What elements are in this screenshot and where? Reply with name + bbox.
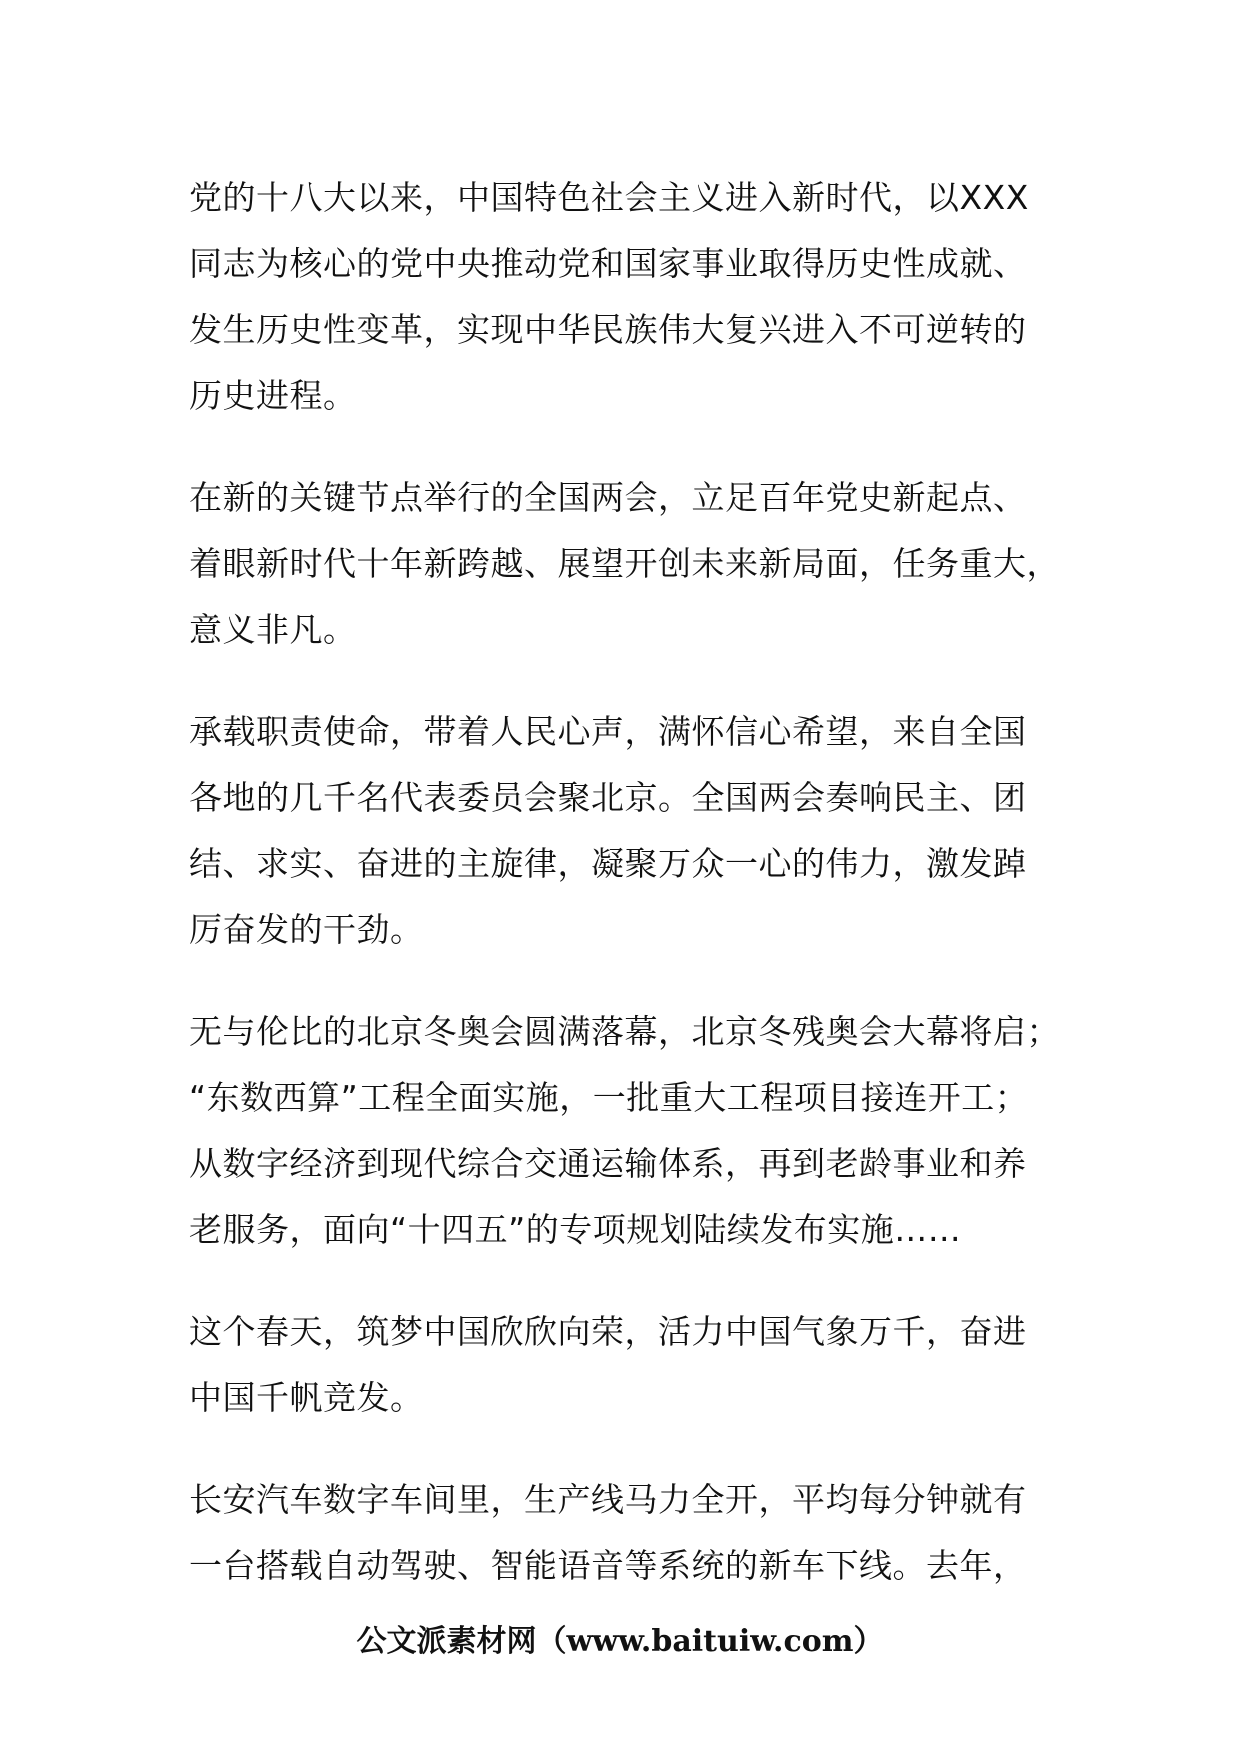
text-line: 长安汽车数字车间里，生产线马力全开，平均每分钟就有 — [189, 1480, 1027, 1519]
paragraph-3 — [189, 699, 1059, 963]
text-line: 从数字经济到现代综合交通运输体系，再到老龄事业和养 — [189, 1144, 1027, 1183]
text-line: 老服务，面向“十四五”的专项规划陆续发布实施…… — [189, 1210, 962, 1249]
text-line: 着眼新时代十年新跨越、展望开创未来新局面，任务重大， — [189, 544, 1060, 583]
text-line: 承载职责使命，带着人民心声，满怀信心希望，来自全国 — [189, 712, 1027, 751]
text-line: 结、求实、奋进的主旋律，凝聚万众一心的伟力，激发踔 — [189, 844, 1027, 883]
text-line: 历史进程。 — [189, 376, 357, 415]
text-line: 厉奋发的干劲。 — [189, 910, 424, 949]
text-line: 发生历史性变革，实现中华民族伟大复兴进入不可逆转的 — [189, 310, 1027, 349]
paragraph-5 — [189, 1299, 1059, 1431]
paragraph-4 — [189, 999, 1059, 1263]
text-line: 各地的几千名代表委员会聚北京。全国两会奏响民主、团 — [189, 778, 1027, 817]
text-line: “东数西算”工程全面实施，一批重大工程项目接连开工； — [189, 1078, 1029, 1117]
paragraph-6 — [189, 1467, 1059, 1599]
text-line: 同志为核心的党中央推动党和国家事业取得历史性成就、 — [189, 244, 1027, 283]
page-footer: 公文派素材网（www.baituiw.com） — [356, 1624, 884, 1659]
text-line: 一台搭载自动驾驶、智能语音等系统的新车下线。去年， — [189, 1546, 1027, 1585]
text-line: 这个春天，筑梦中国欣欣向荣，活力中国气象万千，奋进 — [189, 1312, 1027, 1351]
text-line: 在新的关键节点举行的全国两会，立足百年党史新起点、 — [189, 478, 1027, 517]
text-line: 中国千帆竞发。 — [189, 1378, 424, 1417]
document-body — [189, 165, 1059, 1635]
paragraph-2 — [189, 465, 1059, 663]
paragraph-1 — [189, 165, 1059, 429]
text-line: 党的十八大以来，中国特色社会主义进入新时代，以XXX — [189, 178, 1029, 217]
text-line: 无与伦比的北京冬奥会圆满落幕，北京冬残奥会大幕将启； — [189, 1012, 1060, 1051]
text-line: 意义非凡。 — [189, 610, 357, 649]
